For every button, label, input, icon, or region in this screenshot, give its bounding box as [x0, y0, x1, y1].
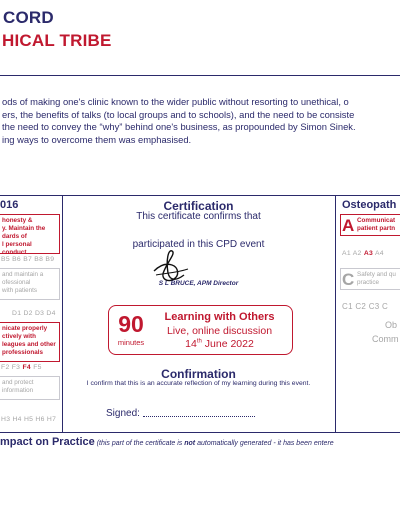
standard-box-line: professionals	[2, 349, 43, 356]
standard-box-line: information	[2, 387, 34, 394]
theme-box-line: Safety and qu	[357, 271, 396, 278]
code-group: A1 A2	[342, 250, 364, 257]
intro-line: ers, the benefits of talks (to local groups and to schools), and the need to be consiste	[2, 108, 355, 120]
code-group: B5 B6 B7 B8 B9	[1, 256, 55, 263]
column-divider-left	[62, 196, 63, 432]
theme-codes-a	[342, 250, 384, 257]
impact-on-practice-heading	[0, 436, 334, 448]
signature-line[interactable]	[143, 416, 255, 417]
objectives-label: Ob	[385, 320, 398, 330]
signer-name-text: S L BRUCE, APM Director	[158, 280, 239, 287]
certification-subtitle: This certificate confirms that	[136, 211, 261, 222]
standard-box-line: and maintain a	[2, 271, 44, 278]
standard-box-line: y. Maintain the	[2, 225, 46, 232]
event-format: Live, online discussion	[166, 325, 273, 337]
code-group: A4	[373, 250, 384, 257]
section-divider-top	[0, 195, 400, 196]
theme-letter-a: A	[342, 216, 355, 235]
standard-codes-f	[1, 364, 42, 371]
code-group: F5	[31, 364, 42, 371]
participation-text: participated in this CPD event	[132, 239, 265, 250]
section-divider-bottom	[0, 432, 400, 433]
code-group: C1 C2 C3 C	[342, 302, 389, 311]
duration-minutes-value: 90	[118, 311, 144, 337]
standard-box-d	[0, 268, 60, 300]
intro-line: the need to convey the “why” behind one's business, as propounded by Simon Sinek.	[2, 121, 356, 133]
record-title: CORD	[3, 8, 54, 27]
standard-box-f	[0, 322, 60, 362]
event-date-day: 14	[185, 338, 197, 350]
comments-label: Comm	[372, 334, 399, 344]
standard-box-line: and protect	[2, 379, 34, 386]
theme-box-line: practice	[357, 279, 380, 286]
event-date-month-year: June 2022	[201, 338, 254, 350]
code-highlight: F4	[22, 364, 31, 371]
signer-name	[62, 280, 335, 287]
header-divider	[0, 75, 400, 76]
code-group: D1 D2 D3 D4	[12, 310, 56, 317]
standard-box-line: leagues and other	[2, 341, 56, 348]
intro-paragraph	[2, 96, 400, 146]
standard-codes-b	[1, 256, 54, 263]
theme-letter-c: C	[342, 270, 355, 289]
impact-note-part: (this part of the certificate is	[94, 440, 185, 447]
duration-minutes-label: minutes	[117, 338, 145, 347]
standard-box-line: with patients	[2, 287, 38, 294]
tribe-subtitle: HICAL TRIBE	[2, 31, 112, 50]
column-divider-right	[335, 196, 336, 432]
standard-box-h	[0, 376, 60, 400]
standard-box-line: ctively with	[2, 333, 36, 340]
impact-title: mpact on Practice	[0, 436, 95, 448]
confirmation-heading: Confirmation	[161, 367, 236, 381]
theme-box-line: patient partn	[357, 225, 396, 232]
standard-box-line: l personal conduct	[2, 241, 32, 256]
standard-box-b	[0, 214, 60, 254]
standard-box-line: ofessional	[2, 279, 31, 286]
intro-line: ing ways to overcome them was emphasised.	[2, 133, 192, 145]
theme-box-line: Communicat	[357, 217, 396, 224]
theme-codes-c	[342, 302, 388, 311]
certification-heading: Certification	[163, 199, 234, 213]
code-group: H3 H4 H5 H6 H7	[1, 416, 57, 423]
event-date	[152, 338, 287, 350]
standard-codes-h	[1, 416, 56, 423]
standard-box-line: nicate properly	[2, 325, 48, 332]
signed-label: Signed:	[106, 408, 140, 419]
impact-note-emphasis: not	[184, 440, 196, 447]
impact-note-part: automatically generated - it has been entere	[195, 440, 334, 447]
standard-codes-d	[12, 310, 56, 317]
impact-note	[95, 440, 334, 447]
standards-column-title: 016	[0, 199, 19, 211]
event-date-suffix: th	[196, 338, 202, 345]
standard-box-line: honesty &	[2, 217, 33, 224]
osteopath-column-title: Osteopath	[342, 199, 397, 211]
intro-line: ods of making one's clinic known to the wider public without resorting to unethical, o	[2, 96, 349, 107]
standard-box-line: dards of	[2, 233, 27, 240]
code-highlight: A3	[363, 250, 374, 257]
confirmation-text: I confirm that this is an accurate reflection of my learning during this event.	[86, 380, 311, 387]
event-title: Learning with Others	[164, 311, 275, 323]
code-group: F2 F3	[1, 364, 23, 371]
